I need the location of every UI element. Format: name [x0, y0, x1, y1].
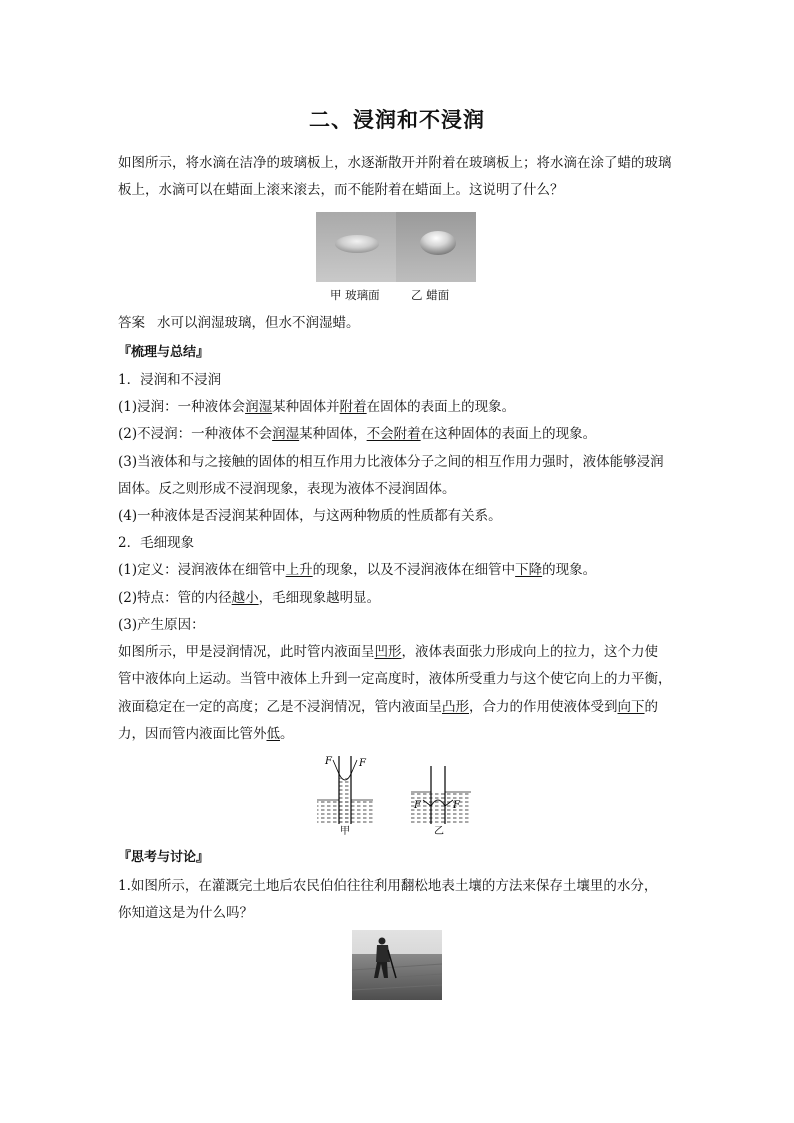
question1-line2: 你知道这是为什么吗？ [118, 905, 253, 921]
discussion-heading: 『思考与讨论』 [118, 850, 210, 865]
section2-title: 2．毛细现象 [118, 535, 195, 551]
cause-line4: 力，因而管内液面比管外低。 [118, 726, 294, 742]
wetting-condition-line2: 固体。反之则形成不浸润现象，表现为液体不浸润固体。 [118, 481, 456, 497]
answer-label: 答案 [118, 315, 145, 331]
diagram-nonwetting [411, 766, 471, 824]
section-title: 二、浸润和不浸润 [309, 108, 485, 132]
wetting-definition: (1)浸润：一种液体会润湿某种固体并附着在固体的表面上的现象。 [118, 399, 516, 415]
cause-line2: 管中液体向上运动。当管中液体上升到一定高度时，液体所受重力与这个使它向上的力平衡， [118, 671, 672, 687]
flat-droplet [335, 235, 379, 253]
wetting-condition-line1: (3)当液体和与之接触的固体的相互作用力比液体分子之间的相互作用力强时，液体能够浸润 [118, 454, 664, 470]
capillary-cause-title: (3)产生原因： [118, 617, 205, 633]
cause-line3: 液面稳定在一定的高度；乙是不浸润情况，管内液面呈凸形，合力的作用使液体受到向下的 [118, 699, 658, 715]
label-jia: 甲 [340, 826, 350, 837]
force-label-1: F [325, 756, 332, 767]
wetting-relation: (4)一种液体是否浸润某种固体，与这两种物质的性质都有关系。 [118, 508, 502, 524]
question1-line1: 1.如图所示，在灌溉完土地后农民伯伯往往利用翻松地表土壤的方法来保存土壤里的水分， [118, 878, 658, 894]
farmer-photo [352, 930, 442, 1000]
capillary-diagram [315, 752, 485, 837]
force-label-3: F [414, 800, 421, 811]
force-label-2: F [359, 758, 366, 769]
section1-title: 1．浸润和不浸润 [118, 372, 222, 388]
intro-paragraph: 如图所示，将水滴在洁净的玻璃板上，水逐渐散开并附着在玻璃板上；将水滴在涂了蜡的玻璃板上，水滴可以在蜡面上滚来滚去，而不能附着在蜡面上。这说明了什么？ [118, 155, 672, 198]
droplet-photo [316, 212, 476, 282]
summary-heading: 『梳理与总结』 [118, 345, 210, 360]
nonwetting-definition: (2)不浸润：一种液体不会润湿某种固体，不会附着在这种固体的表面上的现象。 [118, 426, 597, 442]
answer-line [118, 313, 683, 333]
caption-glass: 甲 玻璃面 [330, 288, 380, 302]
cause-line1: 如图所示，甲是浸润情况，此时管内液面呈凹形，液体表面张力形成向上的拉力，这个力使 [118, 644, 658, 660]
force-label-4: F [453, 800, 460, 811]
caption-wax: 乙 蜡面 [411, 288, 450, 302]
answer-text: 水可以润湿玻璃，但水不润湿蜡。 [157, 315, 360, 331]
capillary-feature: (2)特点：管的内径越小，毛细现象越明显。 [118, 590, 381, 606]
round-droplet [420, 231, 456, 255]
capillary-definition: (1)定义：浸润液体在细管中上升的现象，以及不浸润液体在细管中下降的现象。 [118, 562, 597, 578]
label-yi: 乙 [434, 826, 444, 837]
